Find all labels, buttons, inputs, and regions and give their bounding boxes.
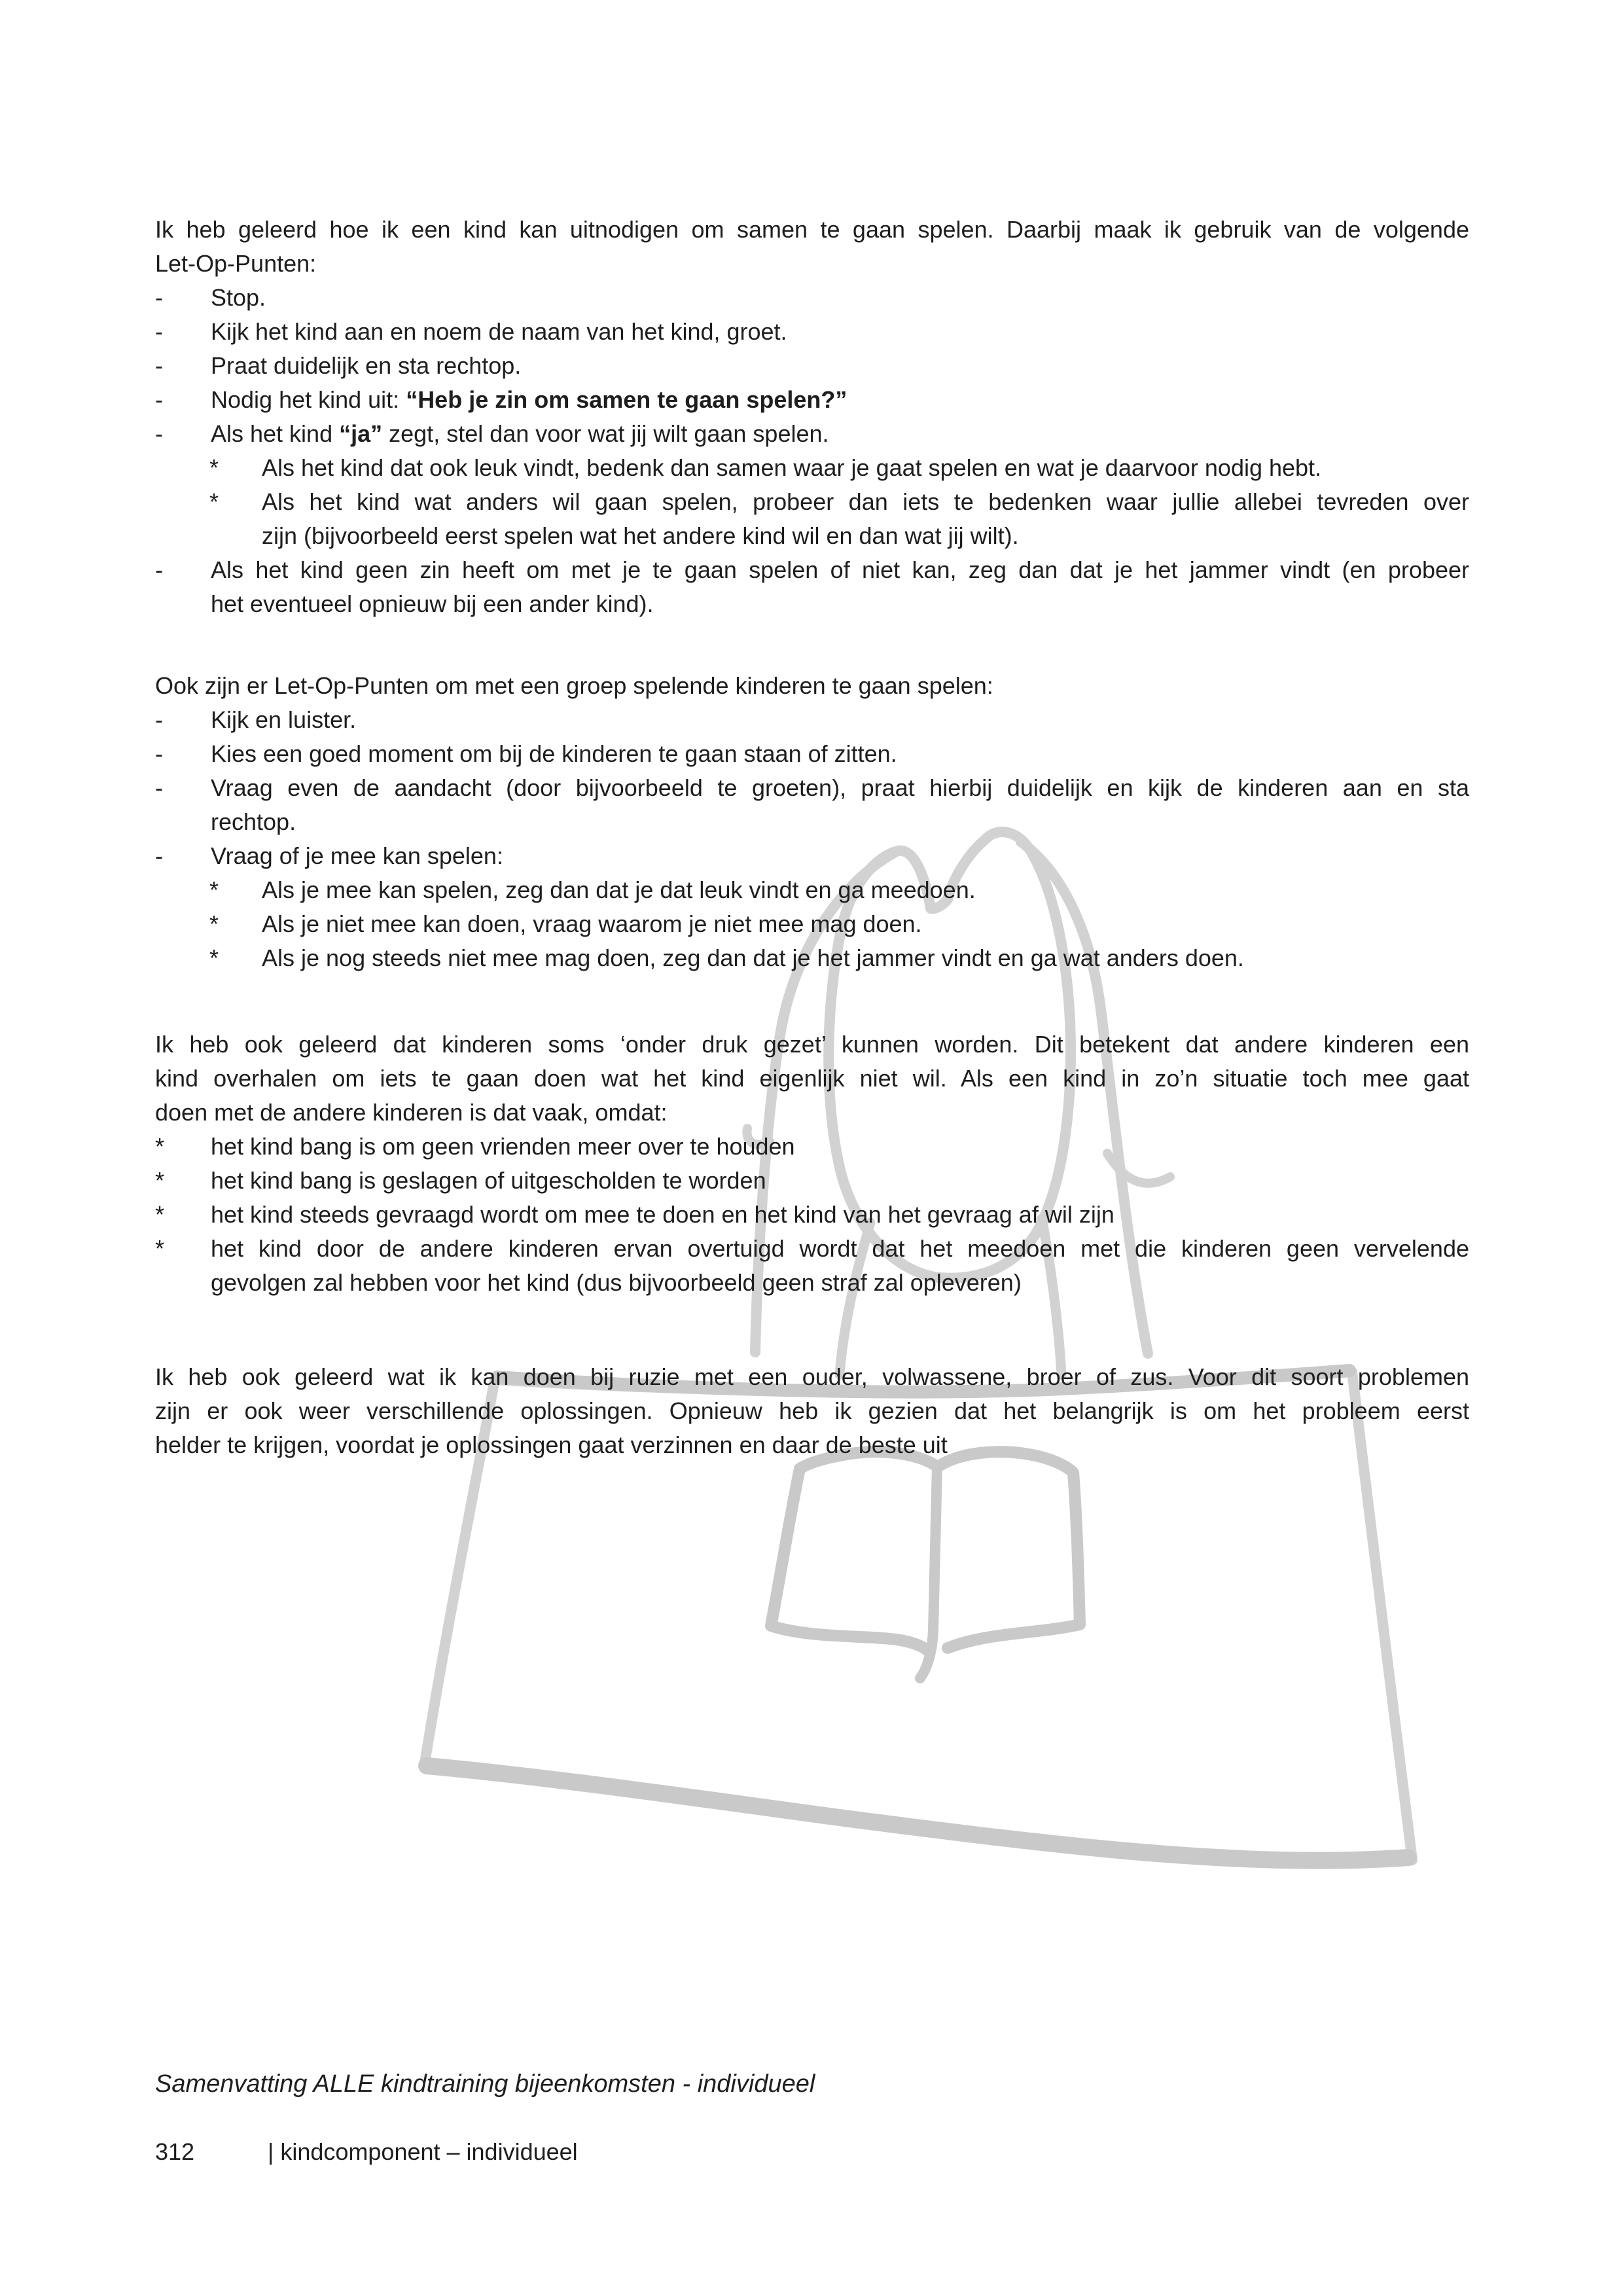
paragraph [155,213,1469,281]
text-line: Let-Op-Punten: [155,250,317,277]
bullet-marker: * [155,1201,165,1228]
list-item [155,737,1469,771]
text-line: zijn er ook weer verschillende oplossingen. Opnieuw heb ik gezien dat het belangrijk is om het probleem eerst [155,1397,1469,1424]
text-line: Praat duidelijk en sta rechtop. [211,352,522,379]
text-line: zijn (bijvoorbeeld eerst spelen wat het andere kind wil en dan wat jij wilt). [262,522,1019,549]
text-line: Als je mee kan spelen, zeg dan dat je dat leuk vindt en ga meedoen. [262,876,976,903]
bullet-marker: * [209,488,219,515]
text-line: Als je nog steeds niet mee mag doen, zeg dan dat je het jammer vindt en ga wat anders doen. [262,944,1244,971]
list-item [155,941,1469,975]
text-line: Als het kind “ja” zegt, stel dan voor wat jij wilt gaan spelen. [211,420,829,447]
page-footer [155,2135,578,2169]
bullet-marker: - [155,842,163,869]
text-line: kind overhalen om iets te gaan doen wat het kind eigenlijk niet wil. Als een kind in zo’n situatie toch mee gaat [155,1065,1469,1092]
page-number: 312 [155,2138,195,2165]
text-line: Als het kind wat anders wil gaan spelen, probeer dan iets te bedenken waar jullie allebei tevreden over [262,488,1469,515]
text-line: het eventueel opnieuw bij een ander kind). [211,590,654,617]
text-line: Kijk en luister. [211,706,357,733]
text-line: Kijk het kind aan en noem de naam van het kind, groet. [211,318,787,345]
text-line: het kind door de andere kinderen ervan overtuigd wordt dat het meedoen met die kinderen geen vervelende [211,1235,1469,1262]
list-item [155,1130,1469,1164]
bullet-marker: * [209,454,219,481]
list-item [155,1198,1469,1232]
bullet-marker: - [155,318,163,345]
book-right-page-sketch [941,1452,1080,1648]
text-line: Als het kind dat ook leuk vindt, bedenk dan samen waar je gaat spelen en wat je daarvoor nodig hebt. [262,454,1322,481]
text-line: Vraag even de aandacht (door bijvoorbeeld te groeten), praat hierbij duidelijk en kijk de kinderen aan en sta [211,774,1469,801]
list-item [155,873,1469,907]
bullet-marker: - [155,556,163,583]
bullet-marker: - [155,352,163,379]
book-spine-sketch [920,1466,937,1678]
text-line: Ook zijn er Let-Op-Punten om met een groep spelende kinderen te gaan spelen: [155,672,993,699]
paragraph [155,669,1469,703]
list-item [155,485,1469,553]
text-line: Als het kind geen zin heeft om met je te gaan spelen of niet kan, zeg dan dat je het jammer vindt (en probeer [211,556,1469,583]
list-item [155,839,1469,873]
text-line: Ik heb ook geleerd wat ik kan doen bij ruzie met een ouder, volwassene, broer of zus. Voor dit soort problemen [155,1363,1469,1390]
text-line: rechtop. [211,808,296,835]
book-left-page-sketch [771,1452,935,1652]
text-line: doen met de andere kinderen is dat vaak, omdat: [155,1099,668,1126]
list-item [155,907,1469,941]
list-item [155,1232,1469,1300]
list-item [155,553,1469,621]
bullet-marker: - [155,386,163,413]
paragraph [155,1360,1469,1462]
bullet-marker: - [155,774,163,801]
list-item [155,771,1469,839]
document-body [155,213,1469,1462]
bullet-marker: * [155,1133,165,1160]
text-line: gevolgen zal hebben voor het kind (dus bijvoorbeeld geen straf zal opleveren) [211,1269,1022,1296]
bullet-marker: * [209,944,219,971]
bullet-marker: - [155,284,163,311]
footer-summary-note: Samenvatting ALLE kindtraining bijeenkomsten - individueel [155,2070,815,2098]
list-item [155,1164,1469,1198]
list-item [155,451,1469,485]
bullet-marker: * [209,910,219,937]
bullet-marker: - [155,420,163,447]
text-line: helder te krijgen, voordat je oplossingen gaat verzinnen en daar de beste uit [155,1431,948,1458]
text-line: Stop. [211,284,266,311]
list-item [155,315,1469,349]
text-line: het kind bang is geslagen of uitgescholden te worden [211,1167,766,1194]
text-line: Ik heb ook geleerd dat kinderen soms ‘onder druk gezet’ kunnen worden. Dit betekent dat andere kinderen een [155,1031,1469,1058]
list-item [155,349,1469,383]
text-line: Ik heb geleerd hoe ik een kind kan uitnodigen om samen te gaan spelen. Daarbij maak ik gebruik van de volgende [155,216,1469,243]
list-item [155,383,1469,417]
sheet-bottom-edge-sketch [427,1766,1408,1861]
bullet-marker: * [155,1235,165,1262]
list-item [155,703,1469,737]
bullet-marker: - [155,706,163,733]
text-line: het kind steeds gevraagd wordt om mee te doen en het kind van het gevraag af wil zijn [211,1201,1115,1228]
text-line: Nodig het kind uit: “Heb je zin om samen te gaan spelen?” [211,386,847,413]
text-line: Als je niet mee kan doen, vraag waarom je niet mee mag doen. [262,910,922,937]
bullet-marker: - [155,740,163,767]
text-line: Vraag of je mee kan spelen: [211,842,503,869]
list-item [155,417,1469,451]
text-line: Kies een goed moment om bij de kinderen te gaan staan of zitten. [211,740,897,767]
list-item [155,281,1469,315]
text-line: het kind bang is om geen vrienden meer over te houden [211,1133,795,1160]
bullet-marker: * [209,876,219,903]
footer-section-label: | kindcomponent – individueel [268,2138,578,2165]
bullet-marker: * [155,1167,165,1194]
paragraph [155,1028,1469,1130]
